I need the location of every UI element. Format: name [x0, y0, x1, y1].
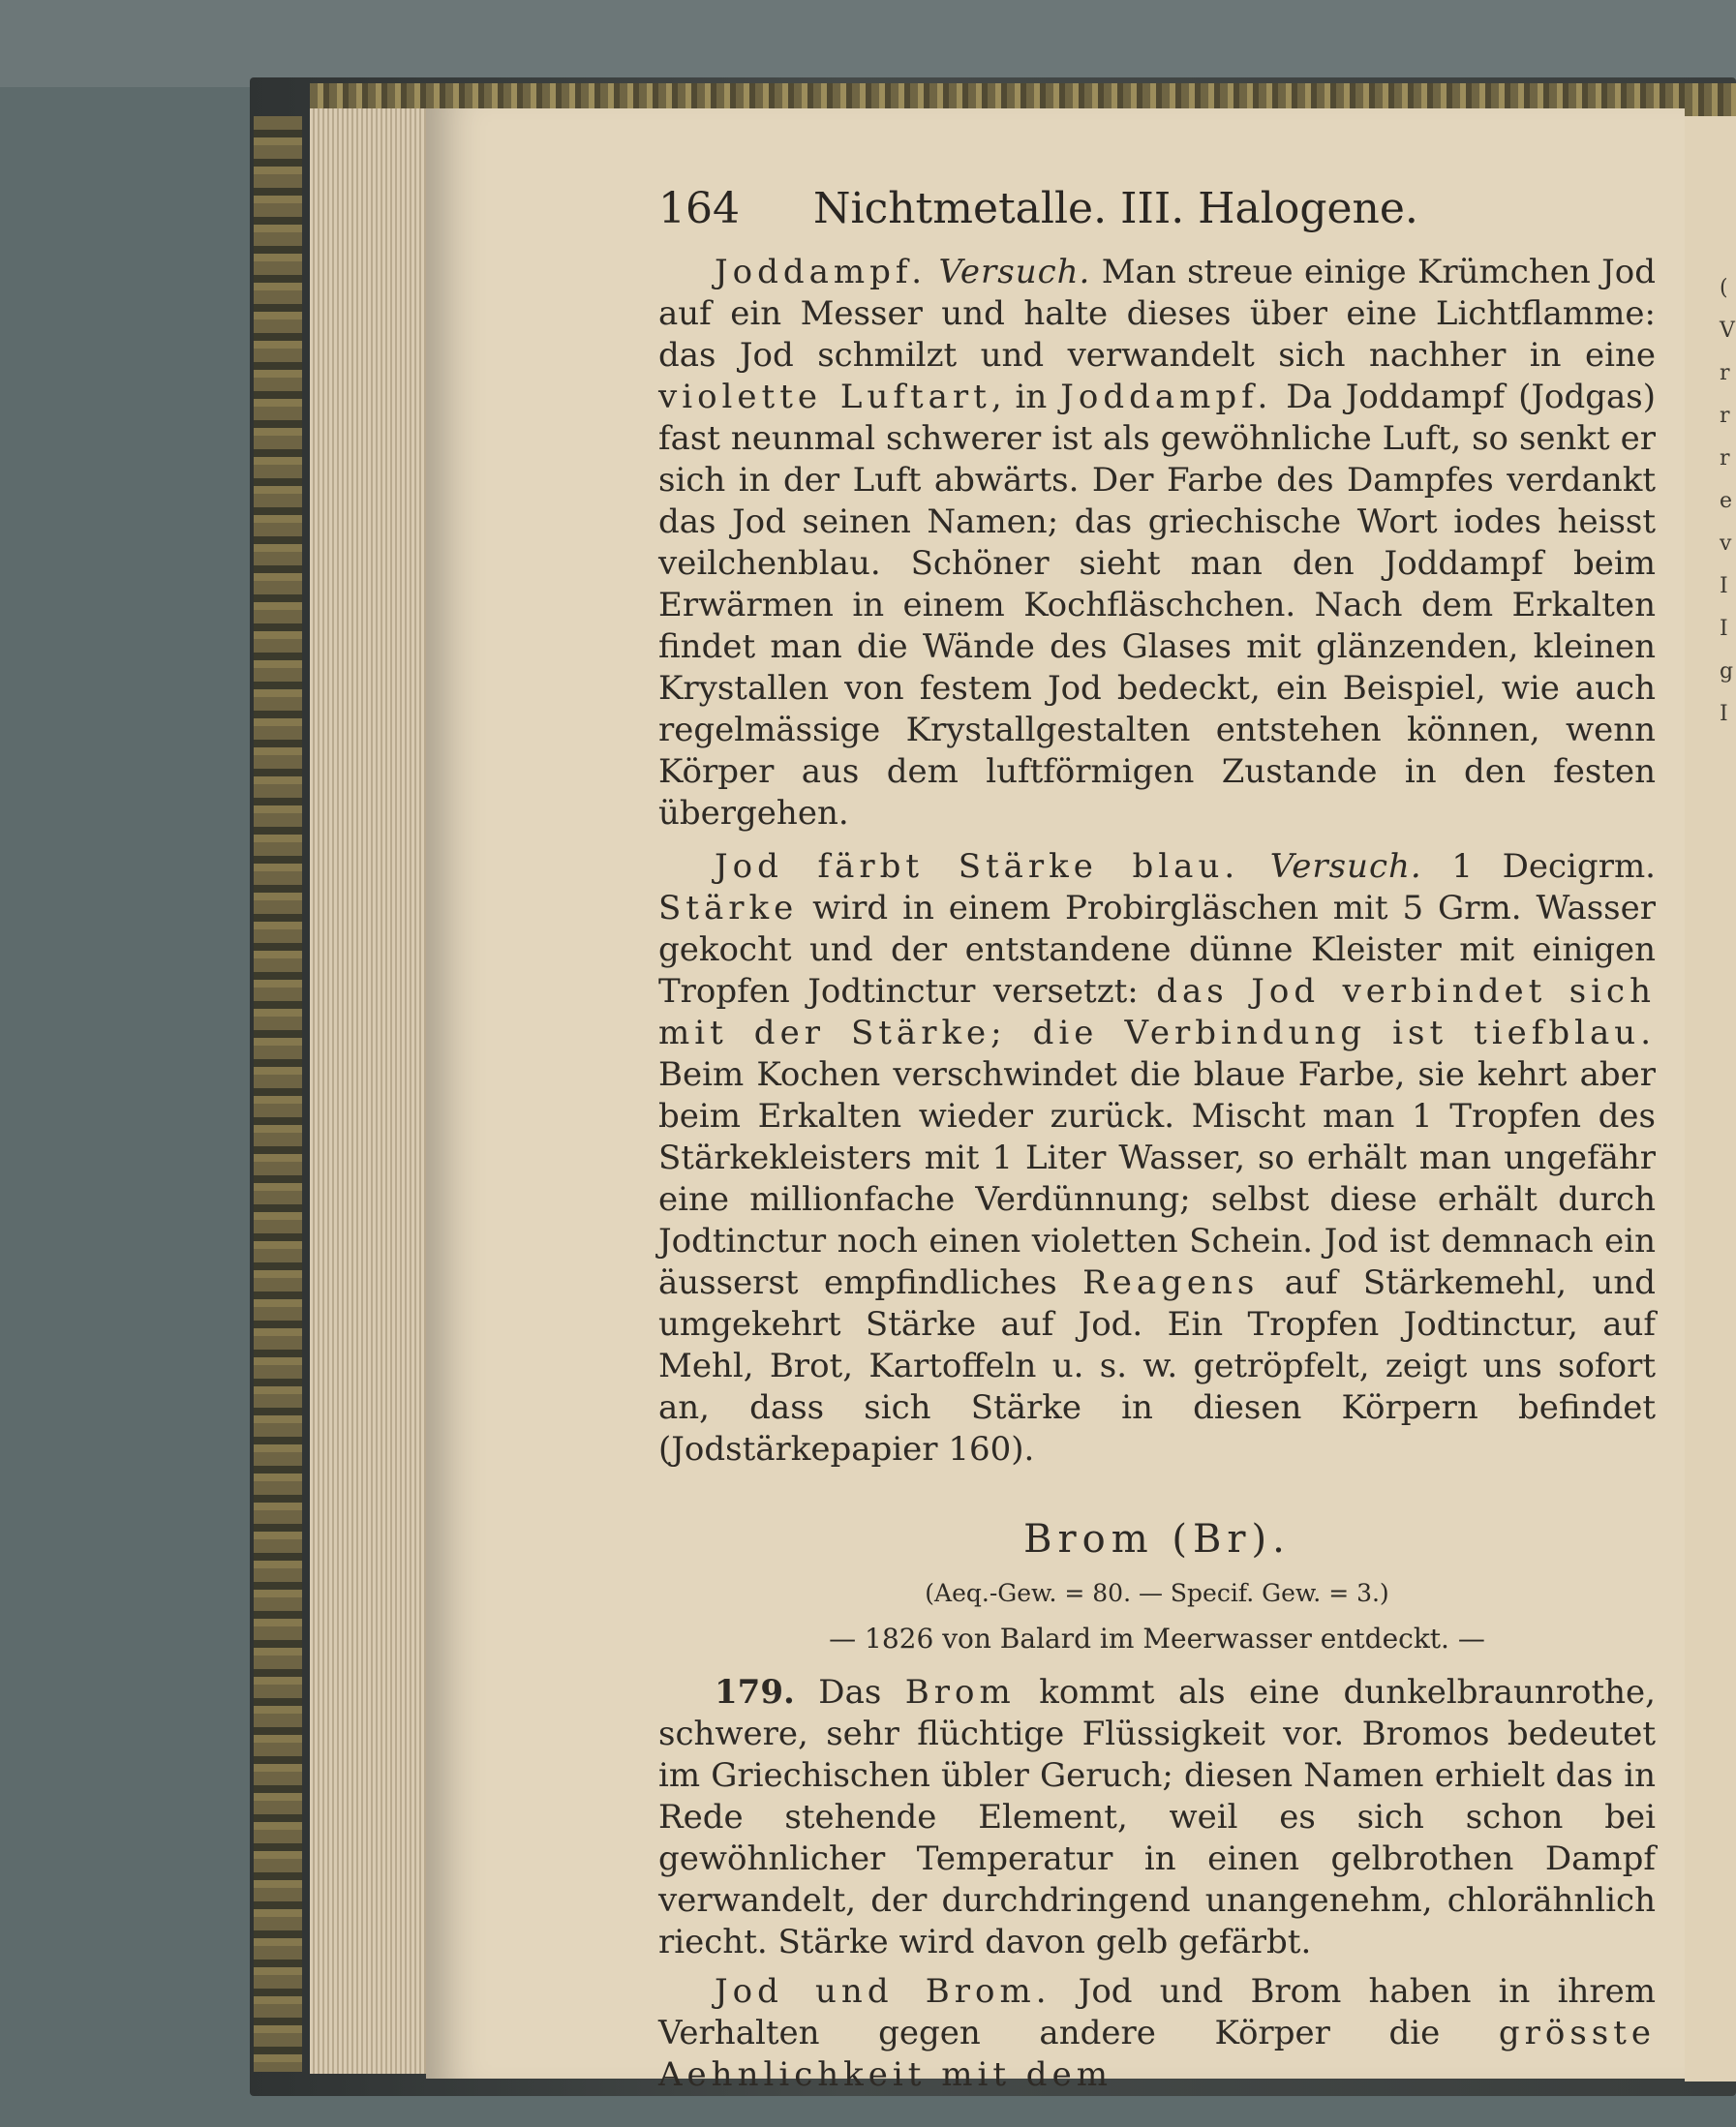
text-segment: Jod und Brom haben in ihrem Verhalten gegen andere Körper die	[658, 1972, 1656, 2052]
book-spine-edge	[254, 116, 302, 2072]
page-text	[658, 184, 1656, 2104]
text-segment: wird in einem Probirgläschen mit 5 Grm. Wasser gekocht und der entstandene dünne Kleister mit einigen Tropfen Jodtinctur versetzt:	[658, 889, 1656, 1011]
text-segment: Jod und Brom.	[715, 1972, 1051, 2011]
text-segment: violette Luftart	[658, 378, 991, 416]
text-segment: Versuch.	[927, 253, 1091, 291]
margin-letter: v	[1720, 532, 1732, 556]
text-segment: grösste Aehnlichkeit mit dem	[658, 2014, 1656, 2094]
text-segment: Joddampf.	[715, 253, 928, 291]
paragraph-joddampf	[658, 252, 1656, 835]
text-segment: Stärke	[658, 889, 799, 927]
background-top	[0, 0, 1736, 87]
text-segment: Brom	[904, 1673, 1016, 1712]
text-segment: Joddampf.	[1060, 378, 1273, 416]
text-segment: Man streue einige Krümchen Jod auf ein Messer und halte dieses über eine Lichtflamme: das Jod schmilzt und verwandelt sich nachher in eine	[658, 253, 1656, 375]
text-segment: Da Joddampf (Jodgas) fast neunmal schwerer ist als gewöhnliche Luft, so senkt er sich in der Luft abwärts. Der Farbe des Dampfes verdankt das Jod seinen Namen; das griechische Wort iodes heisst veilchenblau. Schöner sieht man den Joddampf beim Erwärmen in einem Kochfläschchen. Nach dem Erkalten findet man die Wände des Glases mit glänzenden, kleinen Krystallen von festem Jod bedeckt, ein Beispiel, wie auch regelmässige Krystallgestalten entstehen können, wenn Körper aus dem luftförmigen Zustande in den festen übergehen.	[658, 378, 1656, 833]
margin-letter: r	[1720, 404, 1730, 428]
text-segment: Reagens	[1082, 1263, 1260, 1302]
margin-letter: (	[1720, 276, 1728, 300]
running-head	[658, 184, 1656, 252]
text-segment: Jod färbt Stärke blau.	[715, 847, 1240, 886]
text-segment: Das	[794, 1673, 905, 1712]
brom-discovery: — 1826 von Balard im Meerwasser entdeckt. —	[829, 1623, 1485, 1655]
text-segment: das Jod verbindet sich mit der Stärke; die Verbindung ist tiefblau.	[658, 972, 1656, 1052]
brom-equivalents: (Aeq.-Gew. = 80. — Specif. Gew. = 3.)	[925, 1579, 1389, 1607]
margin-letter: r	[1720, 446, 1730, 471]
text-segment: , in	[990, 378, 1061, 416]
text-segment: kommt als eine dunkelbraunrothe, schwere, sehr flüchtige Flüssigkeit vor. Bromos bedeutet im Griechischen übler Geruch; diesen Namen erhielt das in Rede stehende Element, weil es sich schon bei gewöhnlicher Temperatur in einen gelbrothen Dampf verwandelt, der durchdringend unangenehm, chlorähnlich riecht. Stärke wird davon gelb gefärbt.	[658, 1673, 1656, 1961]
page-number: 164	[658, 184, 740, 233]
section-heading-brom: Brom (Br).	[1023, 1517, 1291, 1562]
margin-letter: e	[1720, 489, 1733, 513]
paragraph-179	[658, 1672, 1656, 1963]
margin-letter: I	[1720, 617, 1728, 641]
text-segment: 179.	[715, 1673, 795, 1712]
margin-letter: I	[1720, 574, 1728, 598]
paragraph-jod-brom	[658, 1971, 1656, 2096]
margin-letter: I	[1720, 702, 1728, 726]
text-segment: Beim Kochen verschwindet die blaue Farbe, sie kehrt aber beim Erkalten wieder zurück. Mischt man 1 Tropfen des Stärkekleisters mit 1 Liter Wasser, so erhält man ungefähr eine millionfache Verdünnung; selbst diese erhält durch Jodtinctur noch einen violetten Schein. Jod ist demnach ein äusserst empfindliches	[658, 1055, 1656, 1302]
text-segment: 1 Decigrm.	[1421, 847, 1656, 886]
margin-letter: g	[1720, 659, 1734, 684]
running-title: Nichtmetalle. III. Halogene.	[813, 184, 1418, 233]
margin-letter: V	[1720, 319, 1735, 343]
text-segment: Versuch.	[1239, 847, 1422, 886]
paragraph-staerke	[658, 846, 1656, 1471]
margin-letter: r	[1720, 361, 1730, 385]
text-segment: auf Stärkemehl, und umgekehrt Stärke auf Jod. Ein Tropfen Jodtinctur, auf Mehl, Brot, Kartoffeln u. s. w. getröpfelt, zeigt uns sofort an, dass sich Stärke in diesen Körpern befindet (Jodstärkepapier 160).	[658, 1263, 1656, 1469]
